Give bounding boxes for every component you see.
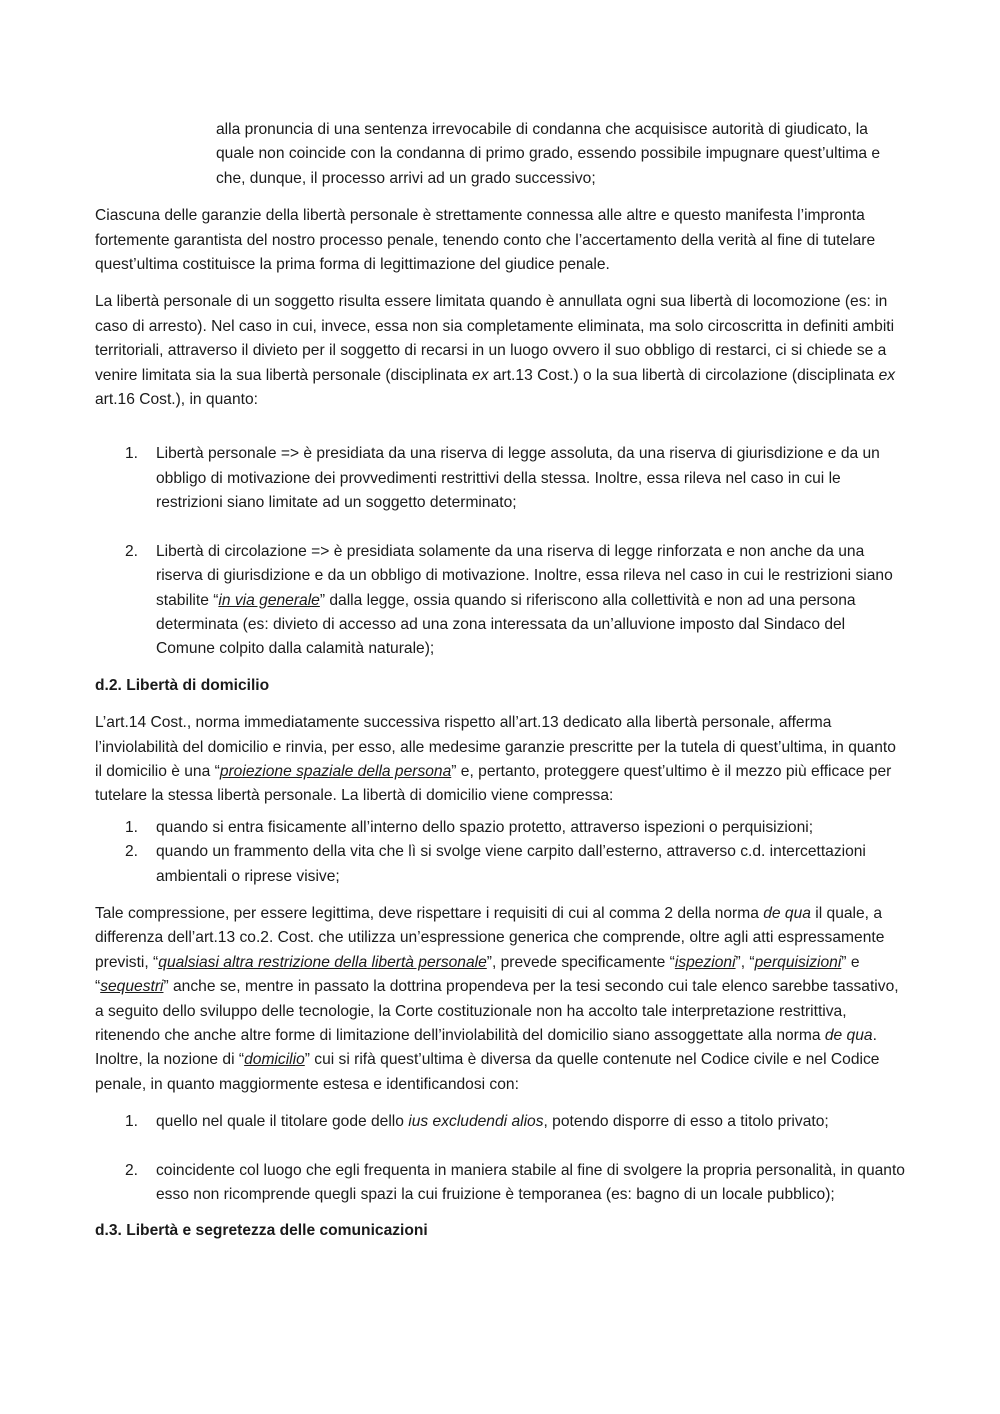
list-item-text: coincidente col luogo che egli frequenta in maniera stabile al fine di svolgere la propria personalità, in quanto esso non ricomprende quegli spazi la cui fruizione è temporanea (es: bagno di un locale pubblico); — [156, 1161, 905, 1204]
list-item-text: Libertà personale => è presidiata da una riserva di legge assoluta, da una riserva di giurisdizione e da un obbligo di motivazione dei provvedimenti restrittivi della stessa. Inoltre, essa rileva nel caso in cui le restrizioni siano limitate ad un soggetto determinato; — [156, 445, 880, 512]
list-item-text: , potendo disporre di esso a titolo privato; — [543, 1113, 829, 1131]
list-item-text: quando un frammento della vita che lì si svolge viene carpito dall’esterno, attraverso c.d. intercettazioni ambientali o riprese visive; — [156, 843, 866, 885]
italic-term: de qua — [763, 904, 811, 922]
quoted-term: in via generale — [218, 591, 320, 609]
text-run: ”, “ — [735, 953, 755, 971]
section-heading-d3: d.3. Libertà e segretezza delle comunicazioni — [95, 1222, 428, 1240]
list-item — [95, 442, 907, 515]
text-run: art.16 Cost.), in quanto: — [95, 391, 258, 409]
italic-term: ex — [472, 366, 489, 384]
quoted-term: perquisizioni — [754, 953, 842, 971]
quoted-term: qualsiasi altra restrizione della libertà personale — [158, 953, 487, 971]
list-item-continuation: alla pronuncia di una sentenza irrevocabile di condanna che acquisisce autorità di giudicato, la quale non coincide con la condanna di primo grado, essendo possibile impugnare quest’ultima e che, dunque, il processo arrivi ad un grado successivo; — [216, 121, 881, 187]
paragraph-tale-compressione — [95, 902, 907, 1097]
list-number: 2. — [125, 1161, 139, 1179]
italic-term: ex — [878, 366, 896, 384]
list-item-text: quando si entra fisicamente all’interno dello spazio protetto, attraverso ispezioni o perquisizioni; — [156, 818, 814, 836]
text-run: ” anche se, mentre in passato la dottrina propendeva per la tesi secondo cui tale elenco sarebbe tassativo, a seguito dello sviluppo delle tecnologie, la Corte costituzionale non ha accolto tale interpretazione restrittiva, ritenendo che anche altre forme di limitazione dell’inviolabilità del domicilio siano assoggettate alla norma — [95, 978, 899, 1044]
numbered-list-liberta — [95, 442, 907, 661]
text-run: La libertà personale di un soggetto risulta essere limitata quando è annullata ogni sua libertà di locomozione (es: in caso di arresto). Nel caso in cui, invece, essa non sia completamente eliminata, ma solo circoscritta in definiti ambiti territoriali, attraverso il divieto per il soggetto di recarsi in un luogo ovvero il suo obbligo di restarci, ci si chiede se a venire limitata sia la sua libertà personale (disciplinata — [95, 293, 895, 384]
quoted-term: ispezioni — [674, 953, 736, 971]
list-item — [95, 1110, 907, 1134]
quoted-term: sequestri — [100, 978, 164, 996]
text-run: ”, prevede specificamente “ — [486, 953, 675, 971]
section-heading-d2: d.2. Libertà di domicilio — [95, 676, 270, 694]
italic-term: ius excludendi alios — [408, 1113, 544, 1131]
list-number: 1. — [125, 445, 139, 463]
paragraph-garanzie: Ciascuna delle garanzie della libertà personale è strettamente connessa alle altre e questo manifesta l’impronta fortemente garantista del nostro processo penale, tenendo conto che l’accertamento della verità al fine di tutelare quest’ultima costituisce la prima forma di legittimazione del giudice penale. — [95, 207, 876, 274]
text-run: art.13 Cost.) o la sua libertà di circolazione (disciplinata — [488, 366, 879, 384]
paragraph-liberta-personale — [95, 290, 907, 412]
text-run: il quale, a differenza dell’art.13 co.2. Cost. che utilizza un’espressione generica che comprende, oltre agli atti espressamente previsti, “ — [95, 904, 885, 971]
list-item — [95, 840, 907, 889]
text-run: L’art.14 Cost., norma immediatamente successiva rispetto all’art.13 dedicato alla libertà personale, afferma l’inviolabilità del domicilio e rinvia, per esso, alle medesime garanzie prescritte per la tutela di quest’ultima, in quanto il domicilio è una “ — [95, 714, 896, 780]
list-item — [95, 816, 907, 840]
list-item — [95, 1159, 907, 1208]
text-run: Tale compressione, per essere legittima, deve rispettare i requisiti di cui al comma 2 della norma — [95, 904, 764, 922]
text-run: ” cui si rifà quest’ultima è diversa da quelle contenute nel Codice civile e nel Codice penale, in quanto maggiormente estesa e identificandosi con: — [95, 1051, 880, 1093]
paragraph-art14 — [95, 711, 907, 809]
list-number: 1. — [125, 1113, 139, 1131]
list-item-text: quello nel quale il titolare gode dello — [156, 1113, 409, 1131]
list-item — [95, 540, 907, 662]
list-item-text: Libertà di circolazione => è presidiata solamente da una riserva di legge rinforzata e non anche da una riserva di giurisdizione e da un obbligo di motivazione. Inoltre, essa rileva nel caso in cui le restrizioni siano stabilite “ — [156, 542, 893, 609]
list-number: 2. — [125, 843, 139, 861]
list-number: 2. — [125, 542, 139, 560]
italic-term: de qua — [824, 1027, 873, 1044]
document-page — [95, 118, 907, 1244]
quoted-term: proiezione spaziale della persona — [219, 762, 452, 780]
text-run: ” e, pertanto, proteggere quest’ultimo è il mezzo più efficace per tutelare la stessa libertà personale. La libertà di domicilio viene compressa: — [95, 762, 892, 805]
list-number: 1. — [125, 818, 139, 836]
numbered-list-domicilio — [95, 1110, 907, 1207]
text-run: . Inoltre, la nozione di “ — [95, 1027, 877, 1069]
quoted-term: domicilio — [244, 1051, 305, 1069]
numbered-list-compressione — [95, 816, 907, 889]
list-item-text: ” dalla legge, ossia quando si riferiscono alla collettività e non ad una persona determinata (es: divieto di accesso ad una zona interessata da un’alluvione imposto dal Sindaco del Comune colpito dalla calamità naturale); — [156, 591, 856, 658]
text-run: ” e “ — [95, 953, 860, 996]
